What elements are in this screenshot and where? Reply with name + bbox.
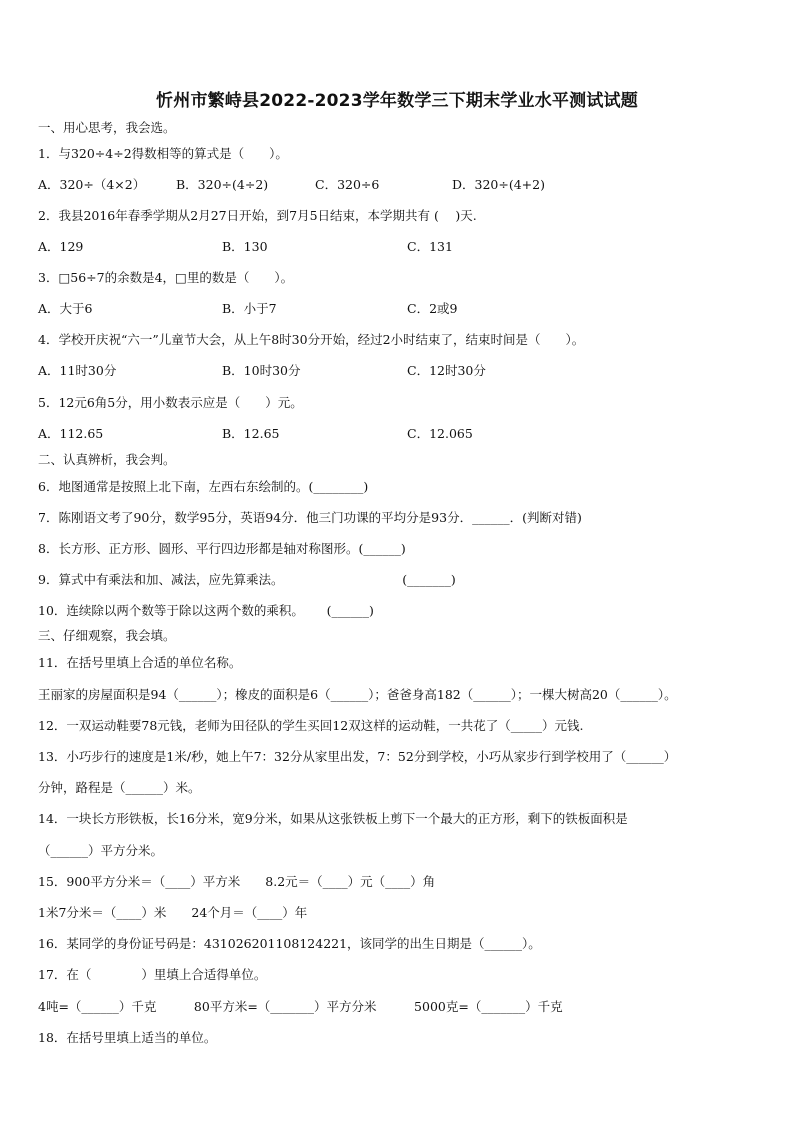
option-c: C．131 bbox=[407, 239, 453, 254]
question-3: 3．□56÷7的余数是4，□里的数是（ ）。 bbox=[38, 270, 294, 285]
option-b: B．10时30分 bbox=[222, 363, 301, 378]
question-7: 7．陈刚语文考了90分，数学95分，英语94分．他三门功课的平均分是93分．______．(判断对错) bbox=[38, 510, 582, 525]
option-b: B．小于7 bbox=[222, 301, 277, 316]
option-b: B．320÷(4÷2) bbox=[176, 177, 269, 192]
question-17: 17．在（ ）里填上合适得单位。 bbox=[38, 967, 267, 982]
question-11-blanks: 王丽家的房屋面积是94（______）；橡皮的面积是6（______）；爸爸身高182（______）；一棵大树高20（______）。 bbox=[38, 687, 677, 702]
question-1: 1．与320÷4÷2得数相等的算式是（ ）。 bbox=[38, 146, 288, 161]
question-5: 5．12元6角5分，用小数表示应是（ ）元。 bbox=[38, 395, 303, 410]
question-13-cont: 分钟，路程是（______）米。 bbox=[38, 780, 201, 795]
option-a: A．129 bbox=[38, 239, 84, 254]
question-4: 4．学校开庆祝“六一”儿童节大会，从上午8时30分开始，经过2小时结束了，结束时间是（ ）。 bbox=[38, 332, 585, 347]
question-14-cont: （______）平方分米。 bbox=[38, 843, 164, 858]
option-a: A．大于6 bbox=[38, 301, 93, 316]
question-2: 2．我县2016年春季学期从2月27日开始，到7月5日结束，本学期共有 ( )天. bbox=[38, 208, 477, 223]
question-13: 13．小巧步行的速度是1米/秒，她上午7：32分从家里出发，7：52分到学校，小巧从家步行到学校用了（______） bbox=[38, 749, 677, 764]
section-heading-2: 二、认真辨析，我会判。 bbox=[38, 452, 176, 467]
option-c: C．320÷6 bbox=[315, 177, 380, 192]
question-16: 16．某同学的身份证号码是：431026201108124221，该同学的出生日期是（______）。 bbox=[38, 936, 541, 951]
section-heading-1: 一、用心思考，我会选。 bbox=[38, 120, 176, 135]
option-c: C．2或9 bbox=[407, 301, 458, 316]
question-18: 18．在括号里填上适当的单位。 bbox=[38, 1030, 217, 1045]
option-a: A．112.65 bbox=[38, 426, 104, 441]
question-11: 11．在括号里填上合适的单位名称。 bbox=[38, 655, 242, 670]
option-d: D．320÷(4+2) bbox=[452, 177, 545, 192]
question-12: 12．一双运动鞋要78元钱，老师为田径队的学生买回12双这样的运动鞋，一共花了（_____）元钱. bbox=[38, 718, 584, 733]
question-10: 10．连续除以两个数等于除以这两个数的乘积。 (______) bbox=[38, 603, 374, 618]
page-title: 忻州市繁峙县2022-2023学年数学三下期末学业水平测试试题 bbox=[156, 91, 638, 111]
option-a: A．11时30分 bbox=[38, 363, 117, 378]
question-15: 15．900平方分米＝（____）平方米 8.2元＝（____）元（____）角 bbox=[38, 874, 436, 889]
question-17-cont: 4吨=（______）千克 80平方米=（_______）平方分米 5000克=（_______）千克 bbox=[38, 999, 563, 1014]
question-14: 14．一块长方形铁板，长16分米，宽9分米，如果从这张铁板上剪下一个最大的正方形，剩下的铁板面积是 bbox=[38, 811, 628, 826]
question-8: 8．长方形、正方形、圆形、平行四边形都是轴对称图形。(______) bbox=[38, 541, 406, 556]
question-9: 9．算式中有乘法和加、减法，应先算乘法。 (_______) bbox=[38, 572, 456, 587]
question-15-cont: 1米7分米＝（____）米 24个月＝（____）年 bbox=[38, 905, 308, 920]
option-c: C．12.065 bbox=[407, 426, 473, 441]
option-b: B．12.65 bbox=[222, 426, 280, 441]
section-heading-3: 三、仔细观察，我会填。 bbox=[38, 628, 176, 643]
question-6: 6．地图通常是按照上北下南，左西右东绘制的。(________) bbox=[38, 479, 369, 494]
option-c: C．12时30分 bbox=[407, 363, 486, 378]
option-b: B．130 bbox=[222, 239, 268, 254]
option-a: A．320÷（4×2） bbox=[38, 177, 146, 192]
